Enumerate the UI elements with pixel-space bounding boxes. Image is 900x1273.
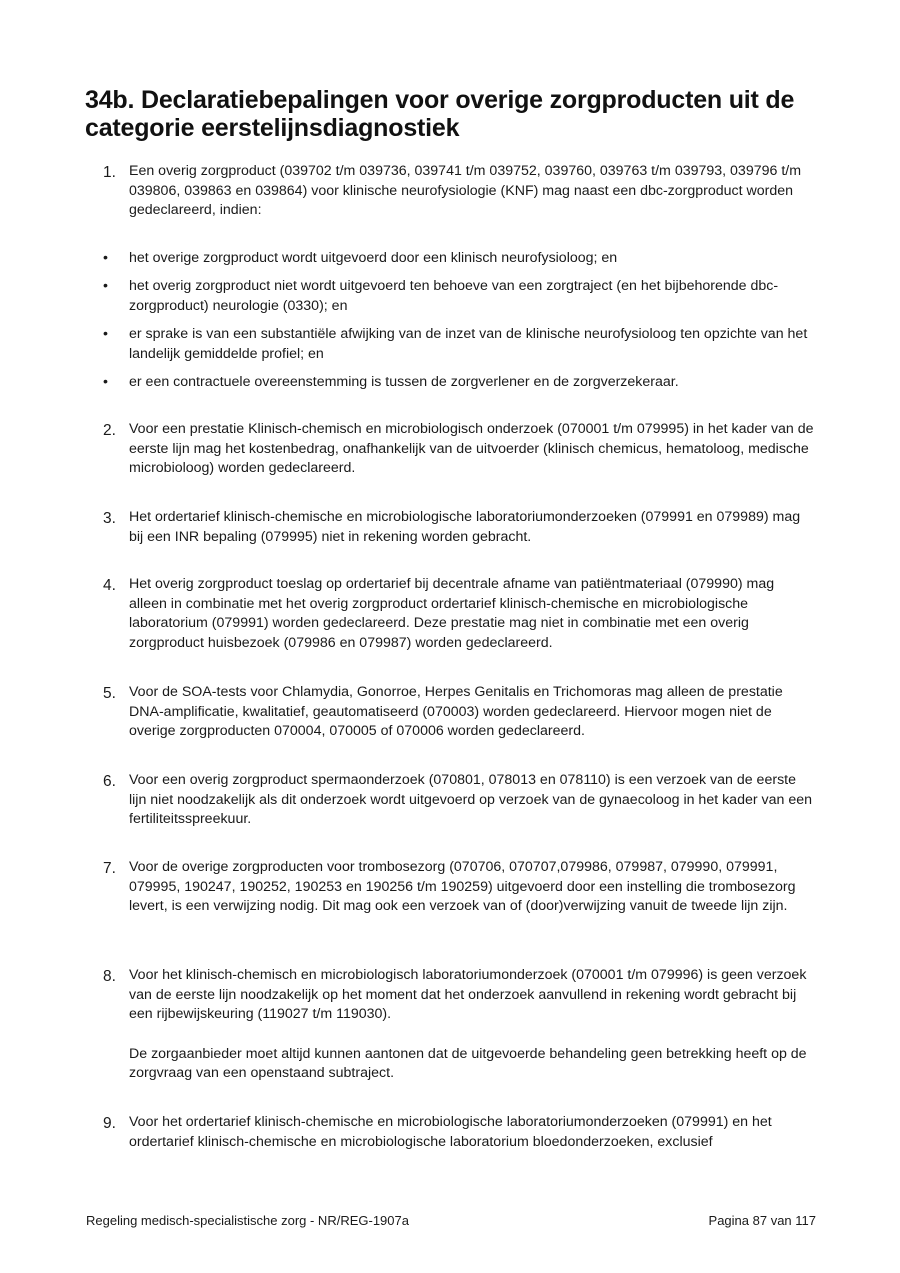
item-number: 3. (103, 510, 116, 527)
list-item-8 (103, 966, 815, 1084)
footer-page-number: Pagina 87 van 117 (708, 1213, 816, 1228)
section-title: 34b. Declaratiebepalingen voor overige zorgproducten uit de categorie eerstelijnsdiagnostiek (85, 86, 795, 142)
item-text: Een overig zorgproduct (039702 t/m 039736, 039741 t/m 039752, 039760, 039763 t/m 039793, 039796 t/m 039806, 039863 en 039864) voor klinische neurofysiologie (KNF) mag naast een dbc-zorgproduct worden gedeclareerd, indien: (129, 163, 802, 218)
item-number: 7. (103, 860, 116, 877)
item-text: Voor de overige zorgproducten voor trombosezorg (070706, 070707,079986, 079987, 079990, 079991, 079995, 190247, 190252, 190253 en 190256 t/m 190259) uitgevoerd door een instelling die trombosezorg levert, is een verwijzing nodig. Dit mag ook een verzoek van of (door)verwijzing vanuit de tweede lijn zijn. (129, 859, 796, 914)
bullet-dot: • (103, 326, 108, 342)
item-number: 5. (103, 685, 116, 702)
item-text: Het overig zorgproduct toeslag op ordertarief bij decentrale afname van patiëntmateriaal (079990) mag alleen in combinatie met het overig zorgproduct ordertarief klinisch-chemische en microbiologische laboratorium (079991) worden gedeclareerd. Deze prestatie mag niet in combinatie met een overig zorgproduct huisbezoek (079986 en 079987) worden gedeclareerd. (129, 576, 775, 651)
item-number: 2. (103, 422, 116, 439)
item-text: Voor een overig zorgproduct spermaonderzoek (070801, 078013 en 078110) is een verzoek van de eerste lijn niet noodzakelijk als dit onderzoek wordt uitgevoerd op verzoek van de gynaecoloog in het kader van een fertiliteitsspreekuur. (129, 772, 813, 827)
list-item-9 (103, 1113, 815, 1152)
item-number: 6. (103, 773, 116, 790)
bullet-text: het overig zorgproduct niet wordt uitgevoerd ten behoeve van een zorgtraject (en het bijbehorende dbc-zorgproduct) neurologie (0330); en (129, 278, 779, 314)
bullet-item-4 (103, 373, 815, 393)
item-number: 1. (103, 164, 116, 181)
list-item-4 (103, 575, 815, 653)
list-item-3 (103, 508, 815, 547)
item-number: 4. (103, 577, 116, 594)
item-text: Voor een prestatie Klinisch-chemisch en microbiologisch onderzoek (070001 t/m 079995) in het kader van de eerste lijn mag het kostenbedrag, onafhankelijk van de uitvoerder (klinisch chemicus, hematoloog, medische microbioloog) worden gedeclareerd. (129, 421, 814, 476)
list-item-2 (103, 420, 815, 479)
list-item-7 (103, 858, 815, 917)
list-item-1 (103, 162, 815, 221)
item-number: 8. (103, 968, 116, 985)
item-text: Het ordertarief klinisch-chemische en microbiologische laboratoriumonderzoeken (079991 en 079989) mag bij een INR bepaling (079995) niet in rekening worden gebracht. (129, 509, 801, 545)
item-extra-paragraph: De zorgaanbieder moet altijd kunnen aantonen dat de uitgevoerde behandeling geen betrekking heeft op de zorgvraag van een openstaand subtraject. (129, 1045, 807, 1081)
item-text: Voor het klinisch-chemisch en microbiologisch laboratoriumonderzoek (070001 t/m 079996) is geen verzoek van de eerste lijn noodzakelijk op het moment dat het onderzoek aanvullend in rekening wordt gebracht bij een rijbewijskeuring (119027 t/m 119030). (129, 967, 807, 1022)
item-text: Voor het ordertarief klinisch-chemische en microbiologische laboratoriumonderzoeken (079991) en het ordertarief klinisch-chemische en microbiologische laboratorium bloedonderzoeken, exclusief (129, 1114, 772, 1150)
bullet-text: het overige zorgproduct wordt uitgevoerd door een klinisch neurofysioloog; en (129, 250, 618, 266)
bullet-dot: • (103, 278, 108, 294)
bullet-item-3 (103, 325, 815, 364)
bullet-item-1 (103, 249, 815, 269)
item-text: Voor de SOA-tests voor Chlamydia, Gonorroe, Herpes Genitalis en Trichomoras mag alleen de prestatie DNA-amplificatie, kwalitatief, geautomatiseerd (070003) worden gedeclareerd. Hiervoor mogen niet de overige zorgproducten 070004, 070005 of 070006 worden gedeclareerd. (129, 684, 783, 739)
list-item-5 (103, 683, 815, 742)
bullet-text: er een contractuele overeenstemming is tussen de zorgverlener en de zorgverzekeraar. (129, 374, 679, 390)
footer-document-reference: Regeling medisch-specialistische zorg - NR/REG-1907a (86, 1213, 409, 1228)
item-number: 9. (103, 1115, 116, 1132)
bullet-text: er sprake is van een substantiële afwijking van de inzet van de klinische neurofysioloog ten opzichte van het landelijk gemiddelde profiel; en (129, 326, 808, 362)
bullet-dot: • (103, 374, 108, 390)
list-item-6 (103, 771, 815, 830)
bullet-item-2 (103, 277, 815, 316)
bullet-dot: • (103, 250, 108, 266)
